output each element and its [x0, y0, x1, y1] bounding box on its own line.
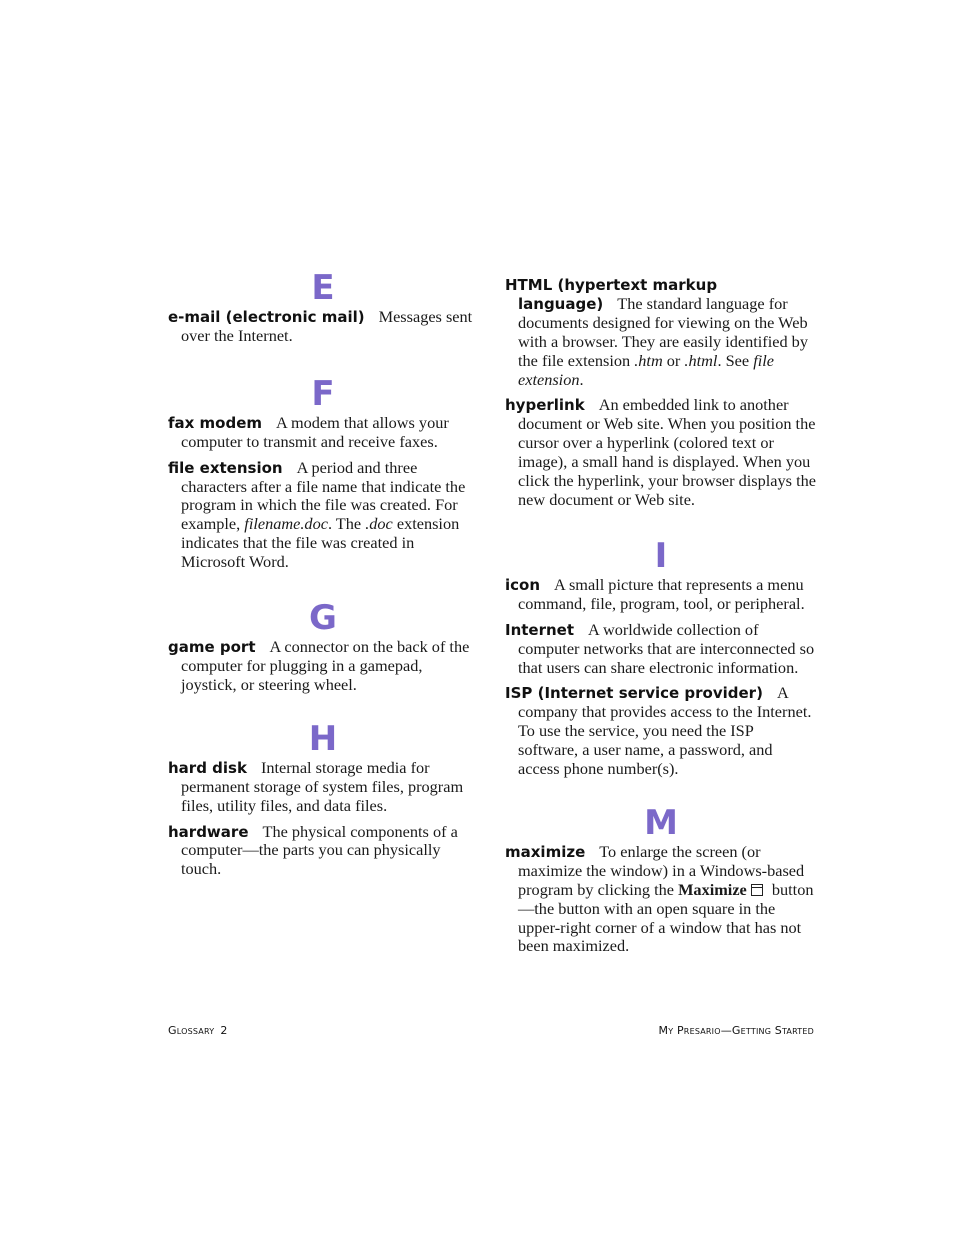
- section-letter-f: F: [311, 373, 335, 414]
- glossary-entry-isp: [505, 684, 817, 779]
- section-letter-e: E: [311, 268, 335, 308]
- def-hard-disk: Internal storage media for permanent storage of system files, program files, utility files, and data files.: [181, 757, 464, 815]
- glossary-entry-file-extension: [168, 459, 478, 572]
- footer-section-label: Glossary: [168, 1024, 215, 1037]
- glossary-entry-game-port: [168, 638, 478, 695]
- term-game-port: game port: [168, 638, 256, 657]
- see-file-extension: file extension: [518, 350, 774, 389]
- section-letter-m: M: [644, 802, 678, 843]
- term-fax-modem: fax modem: [168, 413, 263, 432]
- term-isp: ISP (Internet service provider): [505, 684, 763, 703]
- section-letter-i: I: [654, 535, 668, 576]
- def-file-extension-3: extension indicates that the file was created in Microsoft Word.: [181, 514, 460, 572]
- section-letter-g: G: [309, 598, 337, 639]
- ext-html: .html: [684, 350, 718, 370]
- def-html-1: The standard language for documents designed for viewing on the Web with a browser. They are easily identified by the file extension: [518, 293, 808, 370]
- def-fax-modem: A modem that allows your computer to transmit and receive faxes.: [181, 412, 449, 451]
- glossary-entry-hardware: [168, 823, 478, 880]
- def-html-2: or: [666, 350, 681, 370]
- example-doc-extension: .doc: [365, 514, 393, 534]
- term-email: e-mail (electronic mail): [168, 308, 365, 326]
- glossary-entry-email: [168, 308, 478, 346]
- ext-htm: .htm: [634, 350, 663, 370]
- term-maximize: maximize: [505, 842, 586, 861]
- def-hyperlink: An embedded link to another document or Web site. When you position the cursor over a hyperlink (colored text or image), a small hand is displayed. When you click the hyperlink, your browser displays the new document or Web site.: [518, 395, 816, 509]
- def-internet: A worldwide collection of computer networks that are interconnected so that users can share electronic information.: [518, 619, 815, 677]
- section-letter-h: H: [308, 718, 338, 759]
- def-html-4: .: [579, 369, 584, 389]
- footer-right: [659, 1024, 815, 1037]
- def-html-3: . See: [717, 350, 750, 370]
- def-icon: A small picture that represents a menu command, file, program, tool, or peripheral.: [518, 574, 805, 613]
- def-email: Messages sent over the Internet.: [181, 307, 473, 345]
- def-isp: A company that provides access to the Internet. To use the service, you need the ISP software, a user name, a password, and access phone number(s).: [518, 683, 812, 779]
- footer-book-title: My Presario—Getting Started: [658, 1024, 814, 1037]
- right-column: [505, 268, 817, 963]
- term-hardware: hardware: [168, 822, 249, 841]
- glossary-entry-internet: [505, 621, 817, 678]
- term-hyperlink: hyperlink: [505, 396, 585, 415]
- term-html: HTML (hypertext markup language): [505, 276, 718, 313]
- glossary-entry-icon: [505, 576, 817, 614]
- term-hard-disk: hard disk: [168, 758, 247, 777]
- footer-page-number: 2: [220, 1024, 228, 1037]
- glossary-entry-hard-disk: [168, 759, 478, 816]
- term-internet: Internet: [505, 620, 575, 639]
- def-game-port: A connector on the back of the computer for plugging in a gamepad, joystick, or steering wheel.: [181, 637, 470, 694]
- left-column: [168, 268, 478, 886]
- maximize-icon: [751, 884, 763, 896]
- def-file-extension-2: . The: [327, 514, 362, 534]
- def-maximize-1: To enlarge the screen (or maximize the window) in a Windows-based program by clicking the: [518, 841, 805, 899]
- def-hardware: The physical components of a computer—the parts you can physically touch.: [181, 821, 458, 879]
- example-filename: filename.doc: [244, 514, 328, 534]
- glossary-entry-hyperlink: [505, 396, 817, 509]
- glossary-entry-maximize: [505, 843, 817, 956]
- glossary-entry-fax-modem: [168, 414, 478, 452]
- term-file-extension: file extension: [168, 458, 283, 477]
- glossary-entry-html: [505, 276, 817, 389]
- footer-left: [168, 1024, 228, 1037]
- maximize-bold-label: Maximize: [678, 879, 747, 899]
- term-icon: icon: [505, 575, 541, 594]
- def-maximize-2: button—the button with an open square in the upper-right corner of a window that has not been maximized.: [518, 879, 814, 956]
- def-file-extension-1: A period and three characters after a file name that indicate the program in which the file was created. For example,: [181, 457, 466, 534]
